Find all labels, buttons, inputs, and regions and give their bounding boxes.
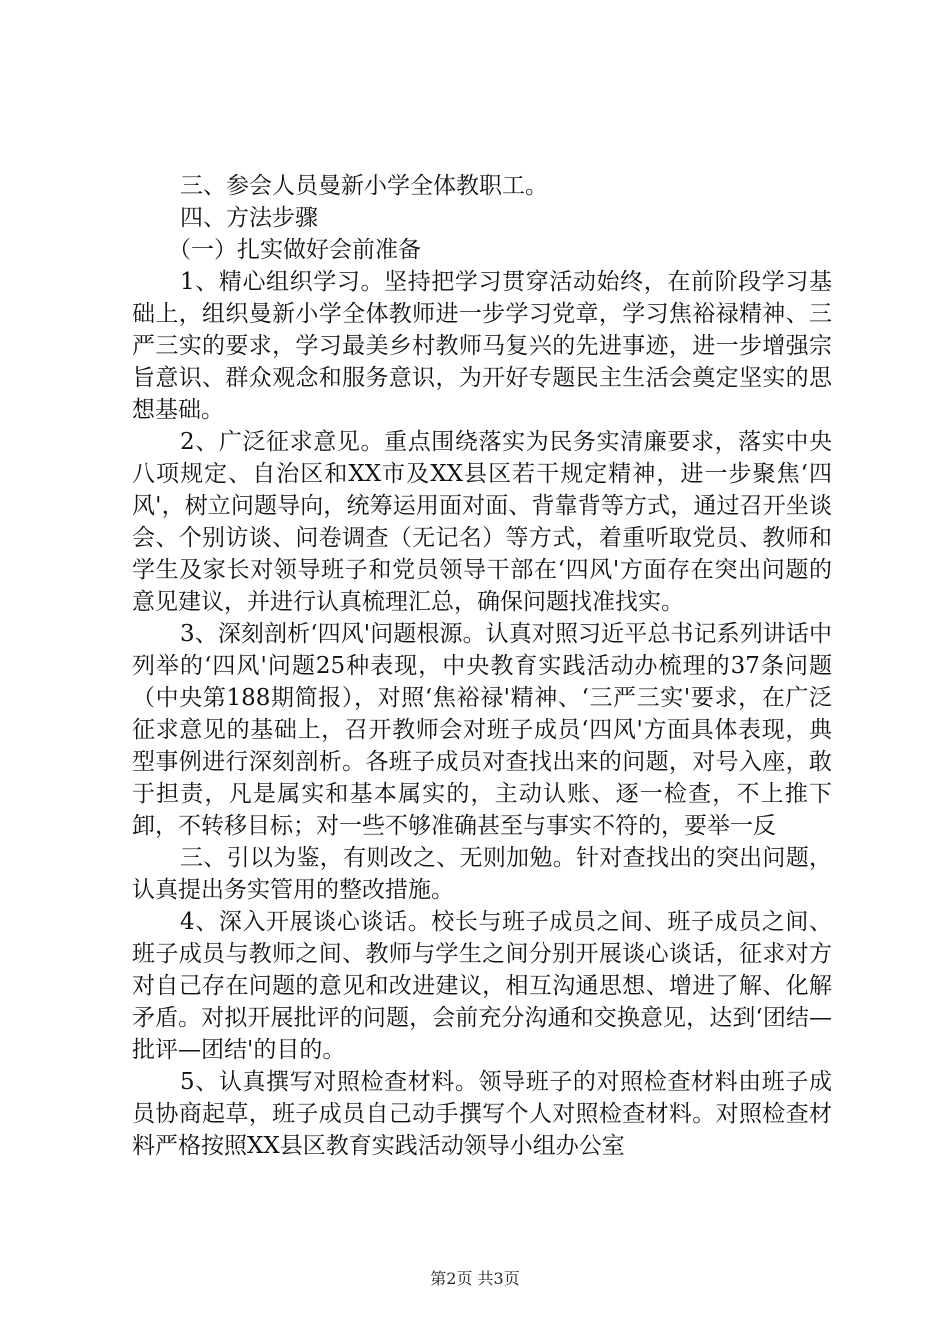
paragraph-opinions: 2、广泛征求意见。重点围绕落实为民务实清廉要求，落实中央八项规定、自治区和XX市及XX县区若干规定精神，进一步聚焦‘四风'，树立问题导向，统筹运用面对面、背靠背等方式，通过召开坐谈会、个别访谈、问卷调查（无记名）等方式，着重听取党员、教师和学生及家长对领导班子和党员领导干部在‘四风'方面存在突出问题的意见建议，并进行认真梳理汇总，确保问题找准找实。 [132, 429, 832, 615]
document-body [132, 170, 832, 1162]
page-footer: 第2页 共3页 [430, 1269, 520, 1288]
section-heading-methods: 四、方法步骤 [180, 205, 318, 231]
paragraph-attendees: 三、参会人员曼新小学全体教职工。 [180, 173, 548, 199]
subsection-heading-preparation: （一）扎实做好会前准备 [168, 237, 421, 263]
paragraph-study: 1、精心组织学习。坚持把学习贯穿活动始终，在前阶段学习基础上，组织曼新小学全体教师进一步学习党章，学习焦裕禄精神、三严三实的要求，学习最美乡村教师马复兴的先进事迹，进一步增强宗旨意识、群众观念和服务意识，为开好专题民主生活会奠定坚实的思想基础。 [132, 269, 832, 423]
paragraph-analysis-continued: 三、引以为鉴，有则改之、无则加勉。针对查找出的突出问题，认真提出务实管用的整改措施。 [132, 845, 832, 903]
paragraph-analysis: 3、深刻剖析‘四风'问题根源。认真对照习近平总书记系列讲话中列举的‘四风'问题25种表现，中央教育实践活动办梳理的37条问题（中央第188期简报），对照‘焦裕禄'精神、‘三严三实'要求，在广泛征求意见的基础上，召开教师会对班子成员‘四风'方面具体表现，典型事例进行深刻剖析。各班子成员对查找出来的问题，对号入座，敢于担责，凡是属实和基本属实的，主动认账、逐一检查，不上推下卸，不转移目标；对一些不够准确甚至与事实不符的，要举一反 [132, 621, 832, 839]
paragraph-materials: 5、认真撰写对照检查材料。领导班子的对照检查材料由班子成员协商起草，班子成员自己动手撰写个人对照检查材料。对照检查材料严格按照XX县区教育实践活动领导小组办公室 [132, 1069, 832, 1159]
paragraph-talks: 4、深入开展谈心谈话。校长与班子成员之间、班子成员之间、班子成员与教师之间、教师与学生之间分别开展谈心谈话，征求对方对自己存在问题的意见和改进建议，相互沟通思想、增进了解、化解矛盾。对拟开展批评的问题，会前充分沟通和交换意见，达到‘团结—批评—团结'的目的。 [132, 909, 832, 1063]
